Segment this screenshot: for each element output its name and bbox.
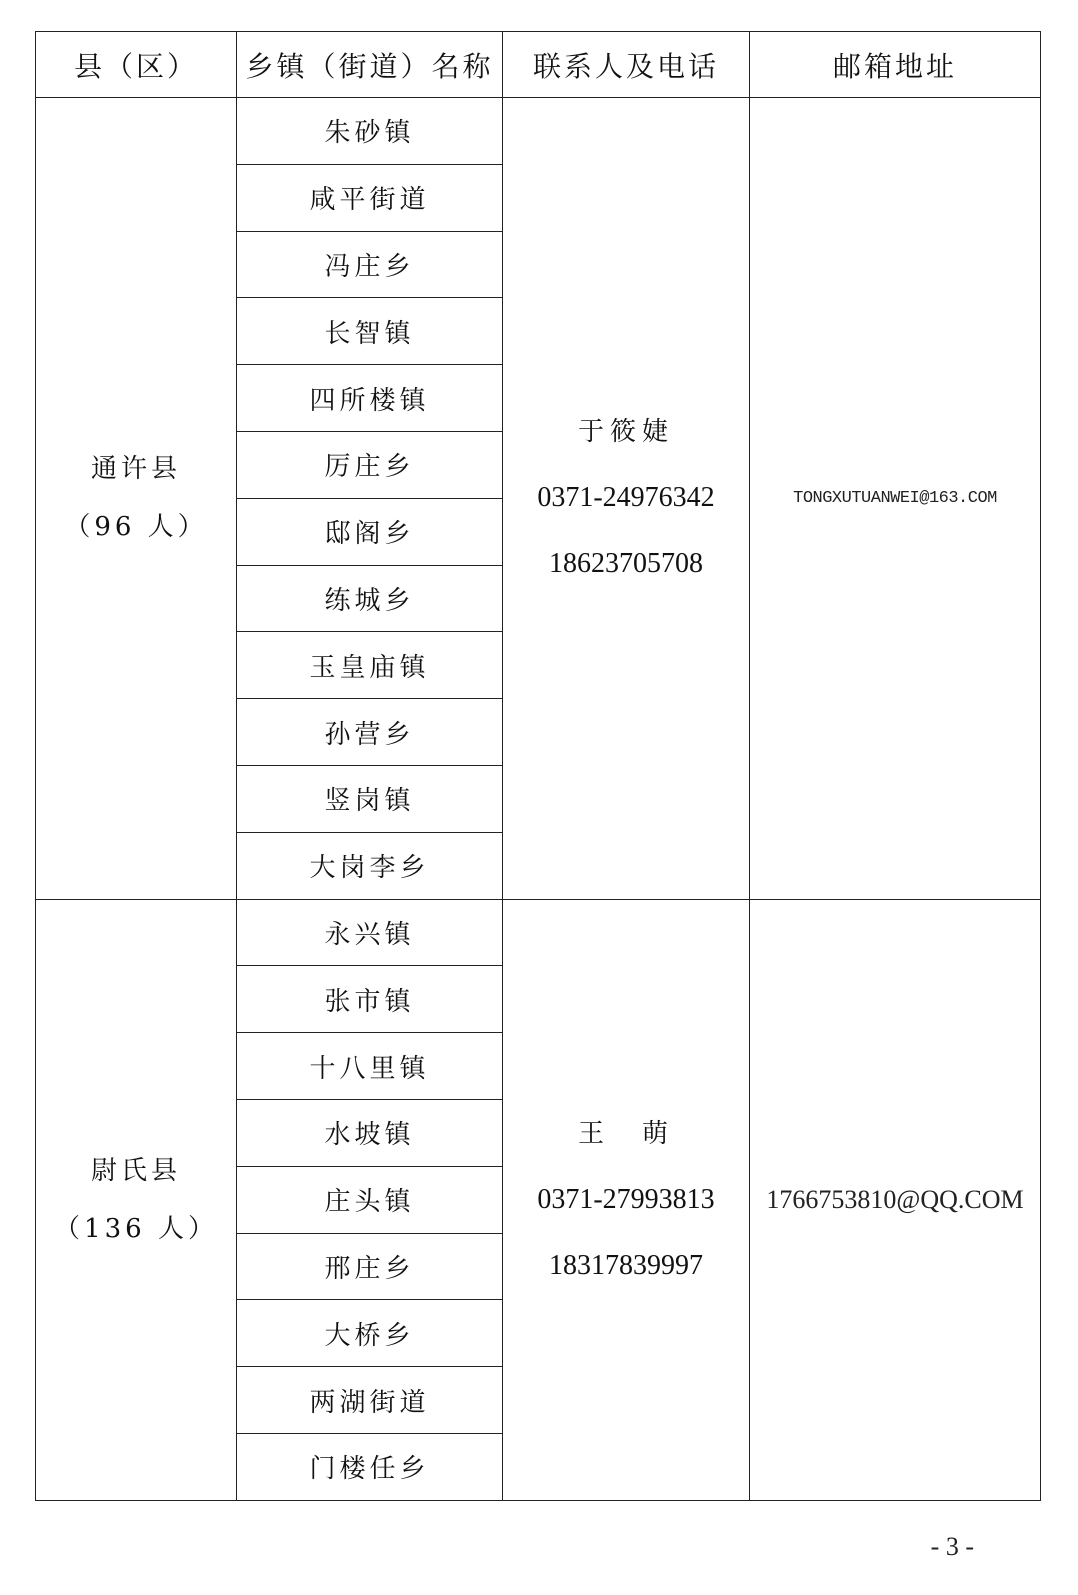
town-cell: 四所楼镇 — [237, 365, 503, 432]
contact-mobile: 18317839997 — [549, 1249, 703, 1281]
county-cell — [36, 98, 237, 900]
county-name: 尉氏县 — [90, 1155, 181, 1186]
contact-name: 王 萌 — [577, 1118, 674, 1149]
table-row — [36, 899, 1041, 966]
page-number: - 3 - — [930, 1532, 974, 1561]
contact-phone: 0371-27993813 — [537, 1183, 715, 1215]
table-row — [36, 98, 1041, 165]
town-cell: 大桥乡 — [237, 1300, 503, 1367]
email-cell: TONGXUTUANWEI@163.COM — [750, 98, 1041, 900]
town-cell: 邸阁乡 — [237, 498, 503, 565]
header-row — [36, 32, 1041, 98]
contact-cell — [503, 899, 750, 1500]
town-cell: 邢庄乡 — [237, 1233, 503, 1300]
header-contact: 联系人及电话 — [503, 32, 750, 98]
town-cell: 永兴镇 — [237, 899, 503, 966]
county-name: 通许县 — [90, 454, 181, 485]
town-cell: 水坡镇 — [237, 1099, 503, 1166]
town-cell: 大岗李乡 — [237, 832, 503, 899]
town-cell: 玉皇庙镇 — [237, 632, 503, 699]
header-county: 县（区） — [36, 32, 237, 98]
town-cell: 两湖街道 — [237, 1367, 503, 1434]
contact-table — [35, 31, 1041, 1501]
town-cell: 练城乡 — [237, 565, 503, 632]
header-town: 乡镇（街道）名称 — [237, 32, 503, 98]
email-cell: 1766753810@QQ.COM — [750, 899, 1041, 1500]
contact-mobile: 18623705708 — [549, 548, 703, 580]
contact-phone: 0371-24976342 — [537, 482, 715, 514]
town-cell: 朱砂镇 — [237, 98, 503, 165]
county-cell — [36, 899, 237, 1500]
town-cell: 张市镇 — [237, 966, 503, 1033]
town-cell: 竖岗镇 — [237, 765, 503, 832]
county-count: （96 人） — [64, 512, 208, 543]
contact-name: 于筱婕 — [577, 417, 674, 448]
town-cell: 厉庄乡 — [237, 431, 503, 498]
town-cell: 孙营乡 — [237, 699, 503, 766]
header-email: 邮箱地址 — [750, 32, 1041, 98]
county-count: （136 人） — [54, 1213, 218, 1244]
town-cell: 长智镇 — [237, 298, 503, 365]
town-cell: 十八里镇 — [237, 1033, 503, 1100]
town-cell: 庄头镇 — [237, 1166, 503, 1233]
town-cell: 门楼任乡 — [237, 1433, 503, 1500]
town-cell: 冯庄乡 — [237, 231, 503, 298]
town-cell: 咸平街道 — [237, 164, 503, 231]
contact-cell — [503, 98, 750, 900]
